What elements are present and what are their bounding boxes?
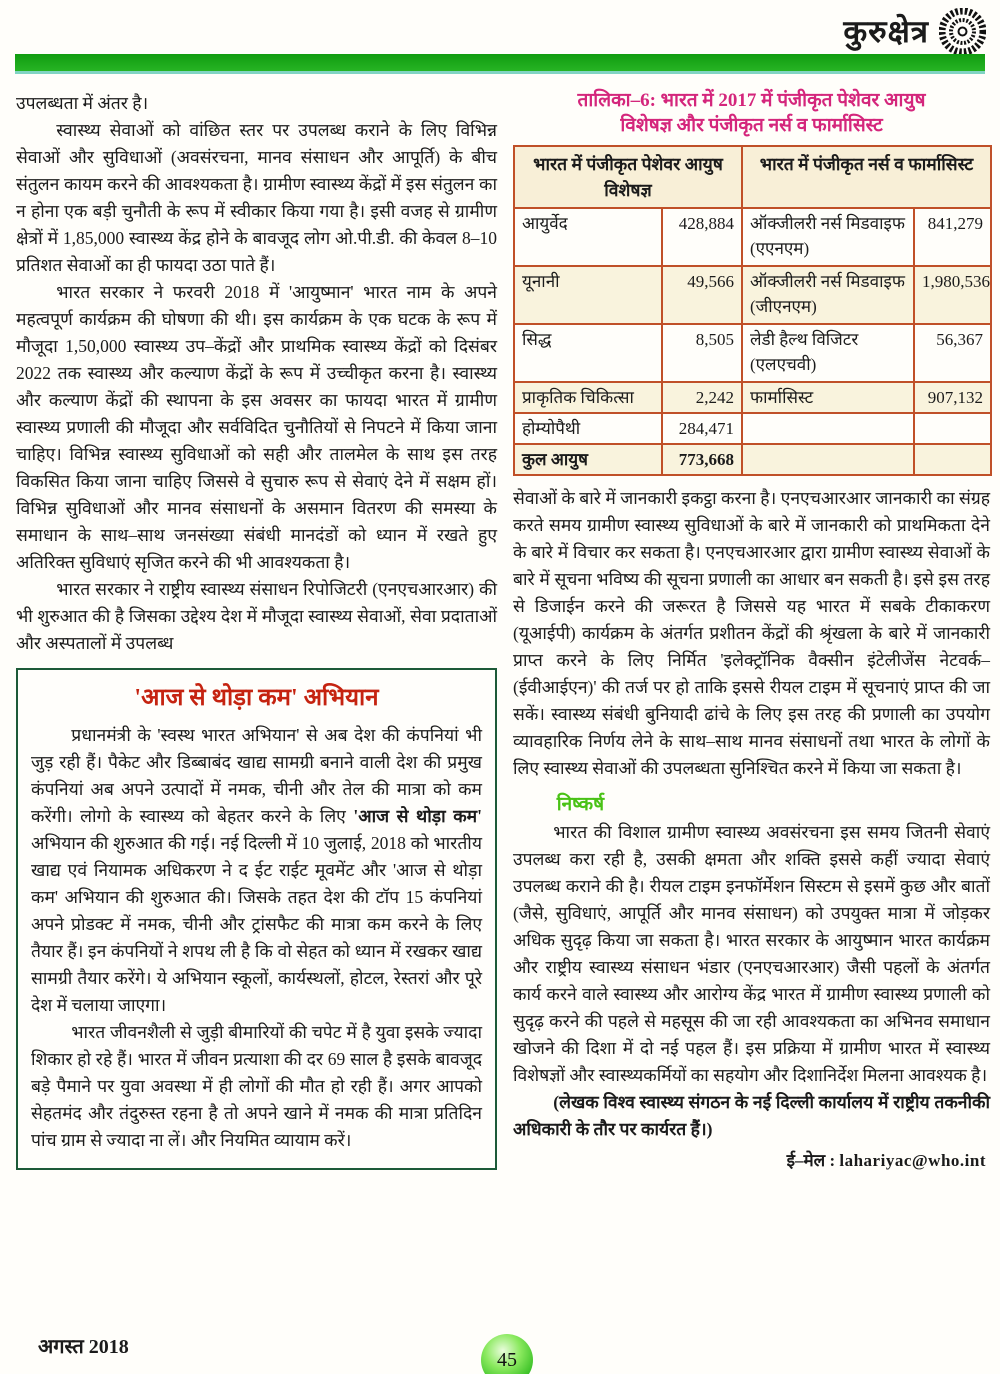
nurse-column-header: भारत में पंजीकृत नर्स व फार्मासिस्ट [742,146,991,208]
table-row [514,413,991,444]
nurse-value-cell: 56,367 [914,324,991,382]
conclusion-heading: निष्कर्ष [556,794,605,815]
table-total-row [514,444,991,475]
ayush-name-cell: आयुर्वेद [514,208,662,266]
ayush-column-header: भारत में पंजीकृत पेशेवर आयुष विशेषज्ञ [514,146,742,208]
table-row [514,382,991,413]
nurse-name-cell: ऑक्जीलरी नर्स मिडवाइफ (जीएनएम) [742,266,914,324]
campaign-box [16,668,497,1170]
paragraph: उपलब्धता में अंतर है। [16,93,149,113]
nurse-name-cell: लेडी हैल्थ विजिटर (एलएचवी) [742,324,914,382]
table-title-line1: तालिका–6: भारत में 2017 में पंजीकृत पेशेवर आयुष [577,90,926,111]
nurse-name-cell: फार्मासिस्ट [742,382,914,413]
table-header-row [514,146,991,208]
nurse-name-cell [742,413,914,444]
ayush-name-cell: होम्योपैथी [514,413,662,444]
header-rule [15,54,985,74]
ayush-value-cell: 284,471 [662,413,742,444]
nurse-name-cell: ऑक्जीलरी नर्स मिडवाइफ (एएनएम) [742,208,914,266]
paragraph: भारत जीवनशैली से जुड़ी बीमारियों की चपेट में है युवा इसके ज्यादा शिकार हो रहे हैं। भारत में जीवन प्रत्याशा की दर 69 साल है इसके बावजूद बड़े पैमाने पर युवा अवस्था में ही लोगों की मौत हो रही हैं। अगर आपको सेहतमंद और तंदुरुस्त रहना है तो अपने खाने में नमक की मात्रा प्रतिदिन पांच ग्राम से ज्यादा ना लें। और नियमित व्यायाम करें। [31,1022,482,1150]
ayush-value-cell: 2,242 [662,382,742,413]
magazine-emblem-icon [939,8,986,55]
ayush-name-cell: यूनानी [514,266,662,324]
ayush-value-cell: 49,566 [662,266,742,324]
email-line [513,1148,990,1171]
author-note: (लेखक विश्व स्वास्थ्य संगठन के नई दिल्ली कार्यालय में राष्ट्रीय तकनीकी अधिकारी के तौर पर कार्यरत हैं।) [513,1092,990,1139]
nurse-name-cell [742,444,914,475]
table-row [514,266,991,324]
ayush-name-cell: कुल आयुष [514,444,662,475]
ayush-value-cell: 773,668 [662,444,742,475]
page-number: 45 [497,1348,517,1371]
nurse-value-cell [914,444,991,475]
ayush-registration-table [513,145,992,476]
campaign-text-bold: 'आज से थोड़ा कम' [353,806,482,826]
ayush-value-cell: 8,505 [662,324,742,382]
nurse-value-cell: 841,279 [914,208,991,266]
footer-date: अगस्त 2018 [38,1336,129,1358]
email-address: lahariyac@who.int [839,1151,986,1170]
ayush-value-cell: 428,884 [662,208,742,266]
email-label: ई–मेल : [786,1151,836,1170]
paragraph: भारत सरकार ने राष्ट्रीय स्वास्थ्य संसाधन रिपोजिटरी (एनएचआरआर) की भी शुरुआत की है जिसका उद्देश्य देश में मौजूदा स्वास्थ्य सेवाओं, सेवा प्रदाताओं और अस्पतालों में उपलब्ध [16,579,497,653]
paragraph: स्वास्थ्य सेवाओं को वांछित स्तर पर उपलब्ध कराने के लिए विभिन्न सेवाओं और सुविधाओं (अवसंरचना, मानव संसाधन और आपूर्ति) के बीच संतुलन कायम करने की आवश्यकता है। ग्रामीण स्वास्थ्य केंद्रों में इस संतुलन का न होना एक बड़ी चुनौती के रूप में स्वीकार किया गया है। इसी वजह से ग्रामीण क्षेत्रों में 1,85,000 स्वास्थ्य केंद्र होने के बावजूद लोग ओ.पी.डी. की केवल 8–10 प्रतिशत सेवाओं का ही फायदा उठा पाते हैं। [16,120,497,275]
right-column [513,88,990,1171]
paragraph [31,722,482,1019]
ayush-name-cell: सिद्ध [514,324,662,382]
paragraph: सेवाओं के बारे में जानकारी इकट्ठा करना है। एनएचआरआर जानकारी का संग्रह करते समय ग्रामीण स्वास्थ्य सुविधाओं के बारे में जानकारी को प्राथमिकता देने के बारे में विचार कर सकता है। एनएचआरआर द्वारा ग्रामीण स्वास्थ्य सेवाओं के बारे में सूचना भविष्य की सूचना प्रणाली का आधार बन सकती है। इसे इस तरह से डिजाईन करने की जरूरत है जिससे यह भारत में सबके टीकाकरण (यूआईपी) कार्यक्रम के अंतर्गत प्रशीतन केंद्रों की श्रृंखला के बारे में जानकारी प्राप्त करने के लिए निर्मित 'इलेक्ट्रॉनिक वैक्सीन इंटेलीजेंस नेटवर्क–(ईवीआईएन)' की तर्ज पर हो ताकि इससे रीयल टाइम में सूचनाएं प्राप्त की जा सकें। स्वास्थ्य संबंधी बुनियादी ढांचे के लिए इस तरह की प्रणाली का उपयोग व्यावहारिक निर्णय लेने के साथ–साथ मानव संसाधनों तथा भारत के लोगों के लिए स्वास्थ्य सेवाओं की उपलब्धता सुनिश्चित करने में किया जा सकता है। [513,488,990,778]
table-row [514,324,991,382]
nurse-value-cell: 1,980,536 [914,266,991,324]
nurse-value-cell: 907,132 [914,382,991,413]
table-title-line2: विशेषज्ञ और पंजीकृत नर्स व फार्मासिस्ट [620,115,883,136]
paragraph: भारत की विशाल ग्रामीण स्वास्थ्य अवसंरचना इस समय जितनी सेवाएं उपलब्ध करा रही है, उसकी क्षमता और शक्ति इससे कहीं ज्यादा सेवाएं उपलब्ध कराने की है। रीयल टाइम इनफॉर्मेशन सिस्टम से इसमें कुछ और बातों (जैसे, सुविधाएं, आपूर्ति और मानव संसाधन) को उपयुक्त मात्रा में जोड़कर अधिक सुदृढ़ किया जा सकता है। भारत सरकार के आयुष्मान भारत कार्यक्रम और राष्ट्रीय स्वास्थ्य संसाधन भंडार (एनएचआरआर) जैसी पहलों के अंतर्गत कार्य करने वाले स्वास्थ्य और आरोग्य केंद्र भारत में ग्रामीण स्वास्थ्य प्रणाली को सुदृढ़ करने की पहले से महसूस की जा रही आवश्यकता का अभिनव समाधान खोजने की दिशा में दो नई पहल हैं। इस प्रक्रिया में ग्रामीण भारत में स्वास्थ्य विशेषज्ञों और स्वास्थ्यकर्मियों का सहयोग और दिशानिर्देश मिलना आवश्यक है। [513,822,990,1085]
paragraph: भारत सरकार ने फरवरी 2018 में 'आयुष्मान' भारत नाम के अपने महत्वपूर्ण कार्यक्रम की घोषणा की थी। इस कार्यक्रम के एक घटक के रूप में मौजूदा 1,50,000 स्वास्थ्य उप–केंद्रों और प्राथमिक स्वास्थ्य केंद्रों को दिसंबर 2022 तक स्वास्थ्य और कल्याण केंद्रों के रूप में उच्चीकृत करना है। स्वास्थ्य और कल्याण केंद्रों की स्थापना के इस अवसर का फायदा भारत में ग्रामीण स्वास्थ्य प्रणाली की मौजूदा और सर्वविदित चुनौतियों से निपटने में किया जाना चाहिए। विभिन्न स्वास्थ्य सुविधाओं को सही और तालमेल के साथ इस तरह विकसित किया जाना चाहिए जिससे वे सुचारु रूप से सेवाएं देने में सक्षम हों। विभिन्न सुविधाओं और मानव संसाधनों के असमान वितरण की समस्या के समाधान के साथ–साथ जनसंख्या संबंधी मानदंडों को ध्यान में रखते हुए अतिरिक्त सुविधाएं सृजित करने की भी आवश्यकता है। [16,282,497,572]
page-number-badge [481,1334,533,1374]
left-column [16,90,497,1170]
table-row [514,208,991,266]
campaign-text-segment: प्रधानमंत्री के 'स्वस्थ भारत अभियान' से अब देश की कंपनियां भी जुड़ रही हैं। पैकेट और डिब्बाबंद खाद्य सामग्री बनाने वाली देश की प्रमुख कंपनियां अब अपने उत्पादों में नमक, चीनी और तेल की मात्रा को कम करेंगी। लोगो के स्वास्थ्य को बेहतर करने के लिए [31,725,482,826]
campaign-text-segment: अभियान की शुरुआत की गई। नई दिल्ली में 10 जुलाई, 2018 को भारतीय खाद्य एवं नियामक अधिकरण ने द ईट राईट मूवमेंट और 'आज से थोड़ा कम' अभियान की शुरुआत की। जिसके तहत देश की टॉप 15 कंपनियां अपने प्रोडक्ट में नमक, चीनी और ट्रांसफैट की मात्रा कम करने के लिए तैयार हैं। इन कंपनियों ने शपथ ली है कि वो सेहत को ध्यान में रखकर खाद्य सामग्री तैयार करेंगे। ये अभियान स्कूलों, कार्यस्थलों, होटल, रेस्तरां और पूरे देश में चलाया जाएगा। [31,833,482,1015]
campaign-box-title: 'आज से थोड़ा कम' अभियान [134,685,379,711]
nurse-value-cell [914,413,991,444]
masthead [843,8,986,55]
ayush-name-cell: प्राकृतिक चिकित्सा [514,382,662,413]
magazine-title: कुरुक्षेत्र [843,14,929,49]
